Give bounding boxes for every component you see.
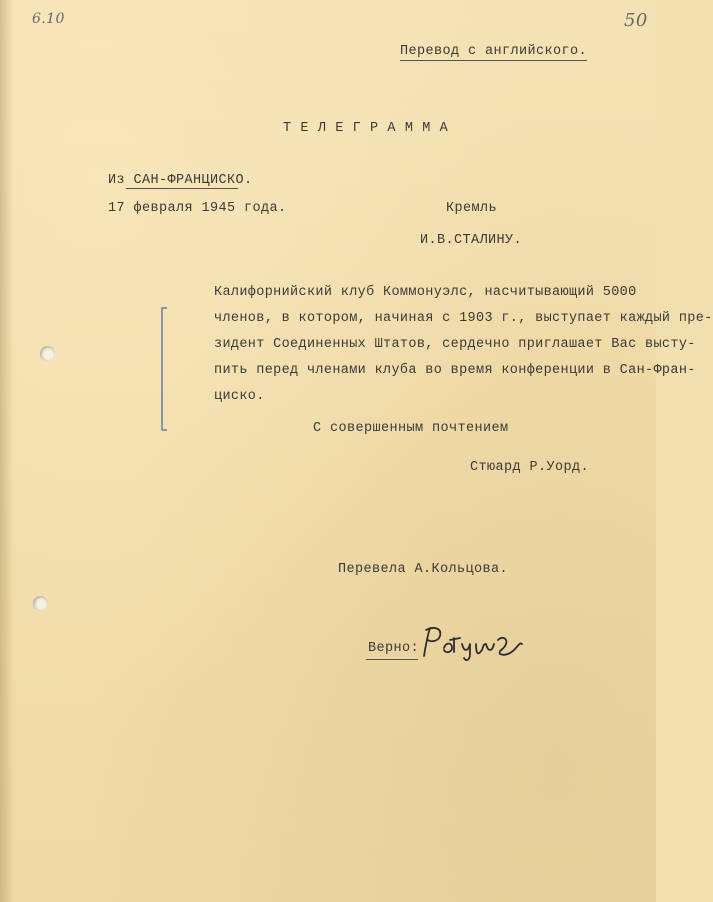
body-line: членов, в котором, начиная с 1903 г., выступает каждый пре-	[214, 311, 713, 326]
paper-edge	[0, 0, 14, 902]
origin-line: Из САН-ФРАНЦИСКО.	[108, 173, 253, 188]
origin-underline	[126, 188, 238, 189]
closing-line: С совершенным почтением	[313, 421, 509, 436]
punch-hole-upper	[40, 346, 55, 361]
handwritten-signature	[418, 622, 530, 666]
page-number: 50	[624, 10, 648, 31]
folio-mark: 6.10	[32, 11, 65, 27]
body-line: зидент Соединенных Штатов, сердечно приглашает Вас высту-	[214, 337, 696, 352]
body-line: циско.	[214, 389, 265, 404]
body-line: пить перед членами клуба во время конференции в Сан-Фран-	[214, 363, 696, 378]
translation-note: Перевод с английского.	[400, 44, 588, 59]
document-title: Т Е Л Е Г Р А М М А	[283, 121, 449, 136]
sender-signature: Стюард Р.Уорд.	[470, 460, 590, 475]
certification-underline	[366, 659, 418, 660]
certification-label: Верно:	[368, 641, 420, 656]
recipient-name: И.В.СТАЛИНУ.	[420, 233, 523, 248]
translator-line: Перевела А.Кольцова.	[338, 562, 509, 577]
date-line: 17 февраля 1945 года.	[108, 201, 287, 216]
margin-bracket	[161, 307, 167, 431]
punch-hole-lower	[33, 596, 48, 611]
body-line: Калифорнийский клуб Коммонуэлс, насчитывающий 5000	[214, 285, 637, 300]
recipient-place: Кремль	[446, 201, 498, 216]
